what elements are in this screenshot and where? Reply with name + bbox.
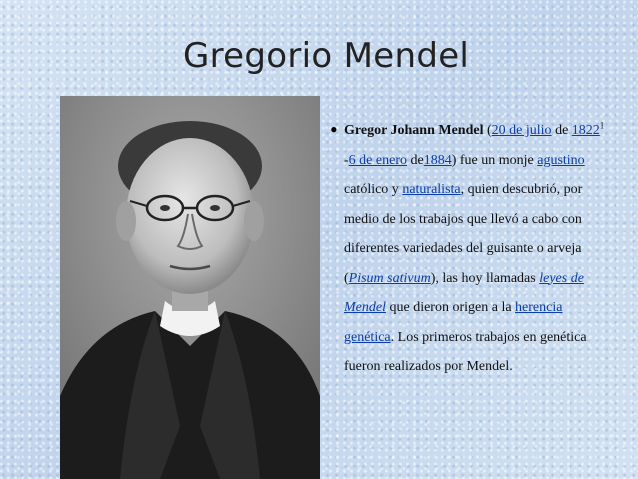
link-naturalista[interactable]: naturalista (402, 182, 461, 197)
link-agustino[interactable]: agustino (537, 152, 585, 168)
text-origen: que dieron origen a la (385, 300, 516, 315)
bullet-marker: • (330, 117, 338, 142)
portrait-image (60, 96, 320, 479)
pisum-italic: Pisum sativum (348, 270, 431, 286)
leyes-italic: leyes de Mendel (344, 270, 584, 315)
link-death-date[interactable]: 6 de enero (348, 152, 407, 168)
text-llamadas: ), las hoy llamadas (430, 270, 540, 286)
link-pisum-sativum[interactable] (349, 271, 431, 286)
footnote-marker[interactable]: 1 (599, 120, 605, 131)
name-bold: Gregor Johann Mendel (344, 123, 484, 138)
link-birth-date[interactable]: 20 de julio (491, 123, 552, 138)
slide-title: Gregorio Mendel (183, 36, 470, 76)
text-de-2: de (406, 152, 424, 168)
text-open-paren: ( (483, 123, 492, 138)
link-herencia-genetica[interactable]: herencia genética (344, 300, 563, 345)
text-primeros-trabajos: . Los primeros trabajos en genética fueron realizados por Mendel. (344, 329, 587, 374)
text-dash: - (344, 152, 349, 168)
portrait-drawing (60, 96, 320, 479)
text-fue-monje: ) fue un monje (451, 152, 538, 168)
text-descubrio: , quien descubrió, por medio de los trabajos que llevó a cabo con diferentes variedades del guisante o arveja ( (344, 182, 583, 286)
link-death-year[interactable]: 1884 (423, 152, 452, 168)
text-de-1: de (551, 123, 572, 138)
bullet-paragraph (344, 116, 614, 382)
text-catolico: católico y (344, 182, 403, 197)
link-birth-year[interactable]: 1822 (571, 123, 600, 138)
